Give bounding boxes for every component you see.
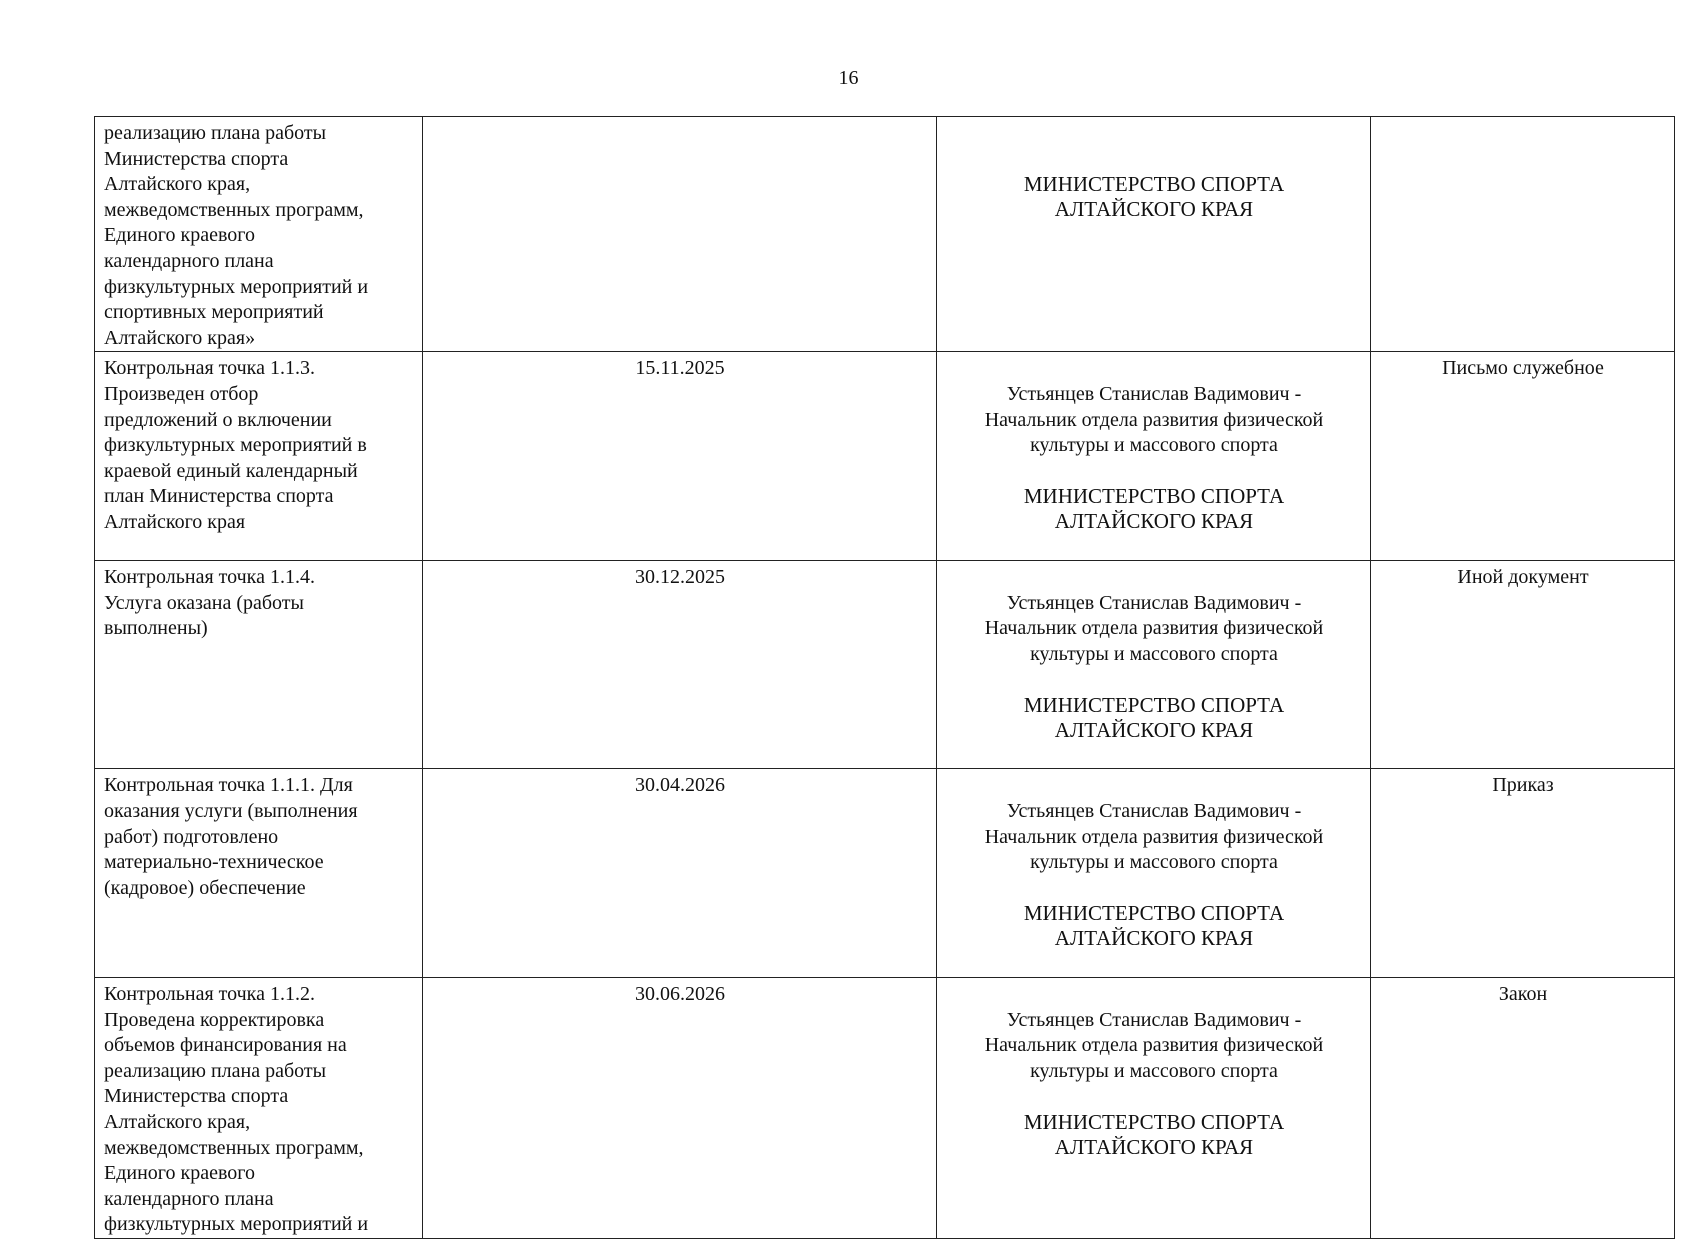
ministry-name: МИНИСТЕРСТВО СПОРТА АЛТАЙСКОГО КРАЯ bbox=[1023, 692, 1285, 742]
table-row bbox=[95, 352, 1675, 561]
control-point-name: Контрольная точка 1.1.4. Услуга оказана (работы выполнены) bbox=[95, 560, 423, 769]
responsible-person: Устьянцев Станислав Вадимович - Начальник отдела развития физической культуры и массового спорта bbox=[984, 800, 1324, 874]
ministry-name: МИНИСТЕРСТВО СПОРТА АЛТАЙСКОГО КРАЯ bbox=[1023, 484, 1285, 534]
document-type: Приказ bbox=[1371, 769, 1675, 978]
deadline-date bbox=[423, 117, 937, 352]
table-row bbox=[95, 117, 1675, 352]
document-type: Иной документ bbox=[1371, 560, 1675, 769]
ministry-name: МИНИСТЕРСТВО СПОРТА АЛТАЙСКОГО КРАЯ bbox=[1023, 172, 1285, 222]
deadline-date: 30.06.2026 bbox=[423, 978, 937, 1239]
responsible-person: Устьянцев Станислав Вадимович - Начальник отдела развития физической культуры и массового спорта bbox=[984, 382, 1324, 457]
control-point-name: Контрольная точка 1.1.3. Произведен отбор предложений о включении физкультурных мероприятий в краевой единый календарный план Министерства спорта Алтайского края bbox=[95, 352, 423, 561]
responsible-cell bbox=[937, 769, 1371, 978]
control-point-name: Контрольная точка 1.1.1. Для оказания услуги (выполнения работ) подготовлено материально-техническое (кадровое) обеспечение bbox=[95, 769, 423, 978]
document-type: Письмо служебное bbox=[1371, 352, 1675, 561]
document-type bbox=[1371, 117, 1675, 352]
control-point-name: Контрольная точка 1.1.2. Проведена корректировка объемов финансирования на реализацию плана работы Министерства спорта Алтайского края, межведомственных программ, Единого краевого календарного плана физкультурных мероприятий и bbox=[95, 978, 423, 1239]
document-type: Закон bbox=[1371, 978, 1675, 1239]
responsible-cell bbox=[937, 978, 1371, 1239]
control-points-table bbox=[94, 116, 1675, 1239]
responsible-cell bbox=[937, 560, 1371, 769]
deadline-date: 15.11.2025 bbox=[423, 352, 937, 561]
table-row bbox=[95, 978, 1675, 1239]
table-row bbox=[95, 769, 1675, 978]
ministry-name: МИНИСТЕРСТВО СПОРТА АЛТАЙСКОГО КРАЯ bbox=[1023, 901, 1285, 951]
responsible-person: Устьянцев Станислав Вадимович - Начальник отдела развития физической культуры и массового спорта bbox=[984, 591, 1324, 665]
responsible-cell bbox=[937, 352, 1371, 561]
page-number: 16 bbox=[838, 67, 859, 89]
deadline-date: 30.04.2026 bbox=[423, 769, 937, 978]
table-row bbox=[95, 560, 1675, 769]
responsible-person: Устьянцев Станислав Вадимович - Начальник отдела развития физической культуры и массового спорта bbox=[984, 1008, 1324, 1082]
ministry-name: МИНИСТЕРСТВО СПОРТА АЛТАЙСКОГО КРАЯ bbox=[1023, 1110, 1285, 1159]
deadline-date: 30.12.2025 bbox=[423, 560, 937, 769]
responsible-cell bbox=[937, 117, 1371, 352]
control-point-name: реализацию плана работы Министерства спорта Алтайского края, межведомственных программ, Единого краевого календарного плана физкультурных мероприятий и спортивных мероприятий Алтайского края» bbox=[95, 117, 423, 352]
